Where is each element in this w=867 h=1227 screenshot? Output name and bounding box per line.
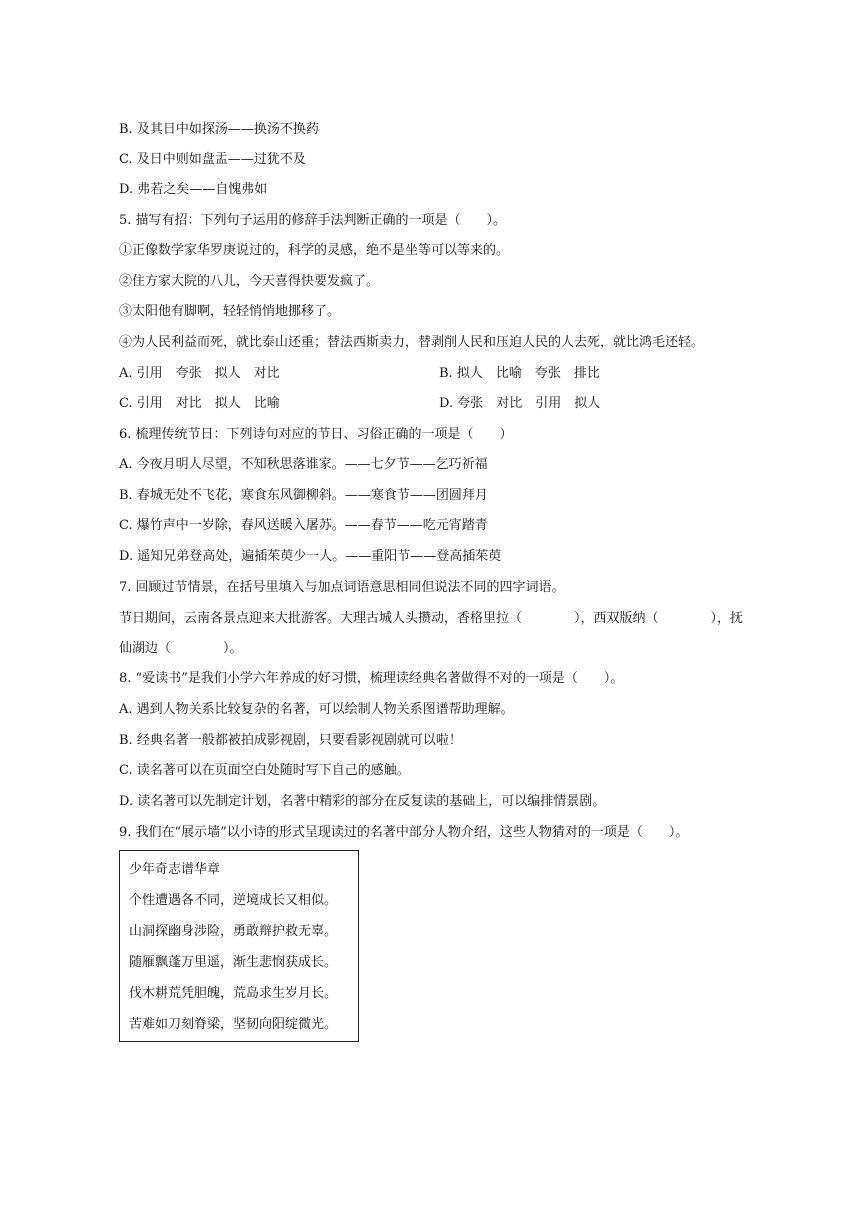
q7-stem: 7. 回顾过节情景，在括号里填入与加点词语意思相同但说法不同的四字词语。 [119,580,565,595]
q6-option-b: B. 春城无处不飞花，寒食东风御柳斜。——寒食节——团圆拜月 [119,488,488,503]
q9-stem: 9. 我们在“展示墙”以小诗的形式呈现读过的名著中部分人物介绍，这些人物猜对的一项是（ ）。 [119,825,689,840]
q5-option-a: A. 引用 夸张 拟人 对比 [119,366,280,381]
q8-stem: 8. “爱读书”是我们小学六年养成的好习惯，梳理读经典名著做得不对的一项是（ ）。 [119,671,624,686]
q7-passage-line-2: 仙湖边（ ）。 [119,641,243,656]
poem-box [119,850,359,1042]
q6-option-c: C. 爆竹声中一岁除，春风送暖入屠苏。——春节——吃元宵踏青 [119,518,488,533]
q8-option-b: B. 经典名著一般都被拍成影视剧，只要看影视剧就可以啦！ [119,733,462,748]
q5-sentence-3: ③太阳他有脚啊，轻轻悄悄地挪移了。 [119,304,341,319]
q5-sentence-4: ④为人民利益而死，就比泰山还重；替法西斯卖力，替剥削人民和压迫人民的人去死，就比鸿毛还轻。 [119,335,705,350]
q5-option-d: D. 夸张 对比 引用 拟人 [439,396,601,411]
poem-line-3: 随雁飘蓬万里遥，渐生悲悯获成长。 [129,955,338,970]
q7-passage-line-1: 节日期间，云南各景点迎来大批游客。大理古城人头攒动，香格里拉（ ），西双版纳（ ），抚 [119,611,744,626]
q5-sentence-1: ①正像数学家华罗庚说过的，科学的灵感，绝不是坐等可以等来的。 [119,243,510,258]
q6-option-d: D. 遥知兄弟登高处，遍插茱萸少一人。——重阳节——登高插茱萸 [119,549,502,564]
q8-option-d: D. 读名著可以先制定计划，名著中精彩的部分在反复读的基础上，可以编排情景剧。 [119,794,606,809]
q6-option-a: A. 今夜月明人尽望，不知秋思落谁家。——七夕节——乞巧祈福 [119,457,488,472]
q4-option-d: D. 弗若之矣——自愧弗如 [119,182,268,197]
q4-option-b: B. 及其日中如探汤——换汤不换药 [119,122,319,137]
poem-line-2: 山洞探幽身涉险，勇敢辩护救无辜。 [129,924,338,939]
q5-option-c: C. 引用 对比 拟人 比喻 [119,396,280,411]
q6-stem: 6. 梳理传统节日：下列诗句对应的节日、习俗正确的一项是（ ） [119,427,513,442]
q8-option-c: C. 读名著可以在页面空白处随时写下自己的感触。 [119,763,410,778]
poem-line-1: 个性遭遇各不同，逆境成长又相似。 [129,893,338,908]
q5-option-b: B. 拟人 比喻 夸张 排比 [439,366,600,381]
q8-option-a: A. 遇到人物关系比较复杂的名著，可以绘制人物关系图谱帮助理解。 [119,702,514,717]
poem-title: 少年奇志谱华章 [129,862,221,877]
poem-line-5: 苦难如刀刻脊梁，坚韧向阳绽微光。 [129,1017,338,1032]
q5-stem: 5. 描写有招：下列句子运用的修辞手法判断正确的一项是（ ）。 [119,213,507,228]
poem-line-4: 伐木耕荒凭胆魄，荒岛求生岁月长。 [129,986,338,1001]
q4-option-c: C. 及日中则如盘盂——过犹不及 [119,152,306,167]
q5-sentence-2: ②住方家大院的八儿，今天喜得快要发疯了。 [119,274,380,289]
